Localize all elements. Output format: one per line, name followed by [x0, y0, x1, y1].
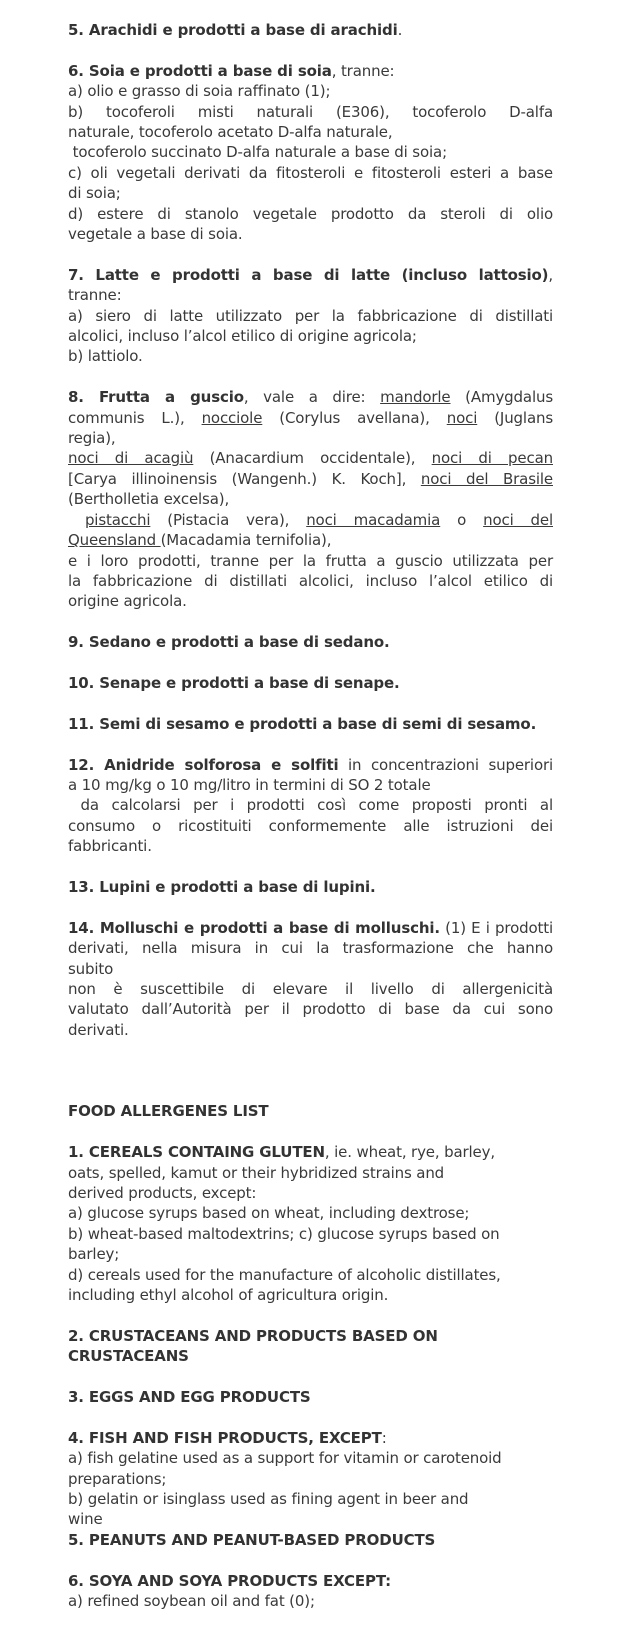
- en-item-5: [68, 1530, 553, 1550]
- item-line: a) siero di latte utilizzato per la fabbricazione di distillati: [68, 306, 553, 325]
- item-line: naturale, tocoferolo acetato D-alfa naturale,: [68, 123, 393, 142]
- nut-link: noci di acagiù: [68, 449, 194, 468]
- item-title: 5. PEANUTS AND PEANUT-BASED PRODUCTS: [68, 1530, 436, 1549]
- section-spacer: [68, 1061, 553, 1102]
- section-heading: FOOD ALLERGENES LIST: [68, 1102, 269, 1121]
- en-item-4: [68, 1428, 553, 1530]
- item-title: 9. Sedano e prodotti a base di sedano.: [68, 633, 390, 652]
- item-line: la fabbricazione di distillati alcolici, incluso l’alcol etilico di: [68, 571, 553, 590]
- item-text: (Juglans: [477, 408, 554, 427]
- item-title: 11. Semi di sesamo e prodotti a base di semi di sesamo.: [68, 714, 537, 733]
- it-item-11: [68, 714, 553, 734]
- item-text: (Amygdalus: [450, 388, 553, 407]
- nut-link: noci del: [483, 510, 554, 529]
- item-line: da calcolarsi per i prodotti così come proposti pronti al: [68, 796, 553, 815]
- item-line: barley;: [68, 1245, 120, 1264]
- item-line: non è suscettibile di elevare il livello di allergenicità: [68, 979, 553, 998]
- item-line: including ethyl alcohol of agricultura origin.: [68, 1286, 389, 1304]
- item-line: a 10 mg/kg o 10 mg/litro in termini di SO 2 totale: [68, 775, 431, 794]
- nut-link: noci del Brasile: [420, 469, 553, 488]
- item-line: derivati, nella misura in cui la trasformazione che hanno: [68, 939, 553, 958]
- item-title: 8. Frutta a guscio: [68, 388, 244, 407]
- item-line: fabbricanti.: [68, 837, 152, 856]
- item-line: b) tocoferoli misti naturali (E306), tocoferolo D-alfa: [68, 102, 553, 121]
- nut-link: noci: [446, 408, 478, 427]
- item-title: 14. Molluschi e prodotti a base di molluschi.: [68, 918, 440, 937]
- allergen-document: [68, 20, 553, 1632]
- item-text: (Pistacia vera),: [150, 510, 307, 529]
- item-text: , tranne:: [331, 61, 395, 80]
- item-title: CRUSTACEANS: [68, 1347, 189, 1366]
- item-text: (Corylus avellana),: [262, 408, 447, 427]
- nut-link: mandorle: [380, 388, 451, 407]
- it-item-7: [68, 265, 553, 367]
- item-line: d) estere di stanolo vegetale prodotto da steroli di olio: [68, 204, 553, 223]
- it-item-9: [68, 632, 553, 652]
- item-line: alcolici, incluso l’alcol etilico di origine agricola;: [68, 327, 417, 346]
- item-text: , ie. wheat, rye, barley,: [324, 1143, 495, 1162]
- item-line: derivati.: [68, 1020, 129, 1039]
- item-text: ,: [548, 265, 553, 284]
- item-line: wine: [68, 1510, 103, 1529]
- item-line: subito: [68, 959, 114, 978]
- item-line: valutato dall’Autorità per il prodotto di base da cui sono: [68, 1000, 553, 1019]
- en-item-2: [68, 1326, 553, 1367]
- it-item-5: [68, 20, 553, 40]
- item-line: origine agricola.: [68, 592, 187, 611]
- item-text: (Anacardium occidentale),: [193, 449, 432, 468]
- en-heading-block: [68, 1101, 553, 1121]
- it-item-10: [68, 673, 553, 693]
- item-text: in concentrazioni superiori: [338, 755, 554, 774]
- item-line: consumo o ricostituiti conformemente alle istruzioni dei: [68, 816, 553, 835]
- item-title: 6. Soia e prodotti a base di soia: [68, 61, 332, 80]
- item-title: 2. CRUSTACEANS AND PRODUCTS BASED ON: [68, 1326, 438, 1345]
- nut-link: nocciole: [201, 408, 263, 427]
- item-text: [68, 511, 85, 529]
- item-line: a) glucose syrups based on wheat, including dextrose;: [68, 1204, 470, 1223]
- item-line: d) cereals used for the manufacture of alcoholic distillates,: [68, 1265, 501, 1284]
- item-line: di soia;: [68, 184, 121, 203]
- item-title: 5. Arachidi e prodotti a base di arachidi: [68, 21, 398, 39]
- item-line: vegetale a base di soia.: [68, 225, 243, 244]
- item-line: regia),: [68, 429, 116, 448]
- it-item-14: [68, 918, 553, 1040]
- item-title: 6. SOYA AND SOYA PRODUCTS EXCEPT:: [68, 1571, 391, 1590]
- item-text: (Macadamia ternifolia),: [160, 531, 332, 550]
- nut-link: Queensland: [68, 531, 161, 550]
- item-title: 12. Anidride solforosa e solfiti: [68, 755, 339, 774]
- item-line: a) olio e grasso di soia raffinato (1);: [68, 82, 331, 101]
- item-line: e i loro prodotti, tranne per la frutta a guscio utilizzata per: [68, 551, 553, 570]
- item-text: .: [397, 21, 403, 39]
- item-line: a) fish gelatine used as a support for vitamin or carotenoid: [68, 1449, 502, 1468]
- item-line: b) lattiolo.: [68, 347, 143, 366]
- item-text: :: [381, 1428, 387, 1447]
- item-line: (Bertholletia excelsa),: [68, 490, 230, 509]
- item-title: 13. Lupini e prodotti a base di lupini.: [68, 877, 376, 896]
- nut-link: pistacchi: [84, 510, 151, 529]
- nut-link: noci di pecan: [431, 449, 553, 468]
- item-line: a) refined soybean oil and fat (0);: [68, 1592, 315, 1611]
- it-item-6: [68, 61, 553, 245]
- en-item-6: [68, 1571, 553, 1612]
- item-line: preparations;: [68, 1469, 167, 1488]
- item-text: (1) E i prodotti: [439, 918, 553, 937]
- item-line: tocoferolo succinato D-alfa naturale a base di soia;: [68, 143, 447, 162]
- item-title: 4. FISH AND FISH PRODUCTS, EXCEPT: [68, 1428, 382, 1447]
- it-item-13: [68, 877, 553, 897]
- item-text: o: [440, 510, 484, 529]
- item-title: 10. Senape e prodotti a base di senape.: [68, 673, 400, 692]
- item-line: c) oli vegetali derivati da fitosteroli e fitosteroli esteri a base: [68, 163, 553, 182]
- item-line: oats, spelled, kamut or their hybridized strains and: [68, 1163, 445, 1182]
- item-line: b) wheat-based maltodextrins; c) glucose syrups based on: [68, 1224, 500, 1243]
- item-title: 3. EGGS AND EGG PRODUCTS: [68, 1388, 311, 1406]
- en-item-3: [68, 1387, 553, 1407]
- item-text: communis L.),: [68, 408, 202, 427]
- item-line: derived products, except:: [68, 1183, 257, 1202]
- item-title: 7. Latte e prodotti a base di latte (incluso lattosio): [68, 265, 549, 284]
- item-line: tranne:: [68, 286, 122, 305]
- it-item-12: [68, 755, 553, 857]
- item-text: [Carya illinoinensis (Wangenh.) K. Koch],: [68, 469, 421, 488]
- item-text: , vale a dire:: [243, 388, 381, 407]
- item-line: b) gelatin or isinglass used as fining agent in beer and: [68, 1490, 469, 1509]
- item-title: 1. CEREALS CONTAING GLUTEN: [68, 1143, 325, 1162]
- nut-link: noci macadamia: [306, 510, 441, 529]
- it-item-8: [68, 387, 553, 611]
- en-item-1: [68, 1142, 553, 1305]
